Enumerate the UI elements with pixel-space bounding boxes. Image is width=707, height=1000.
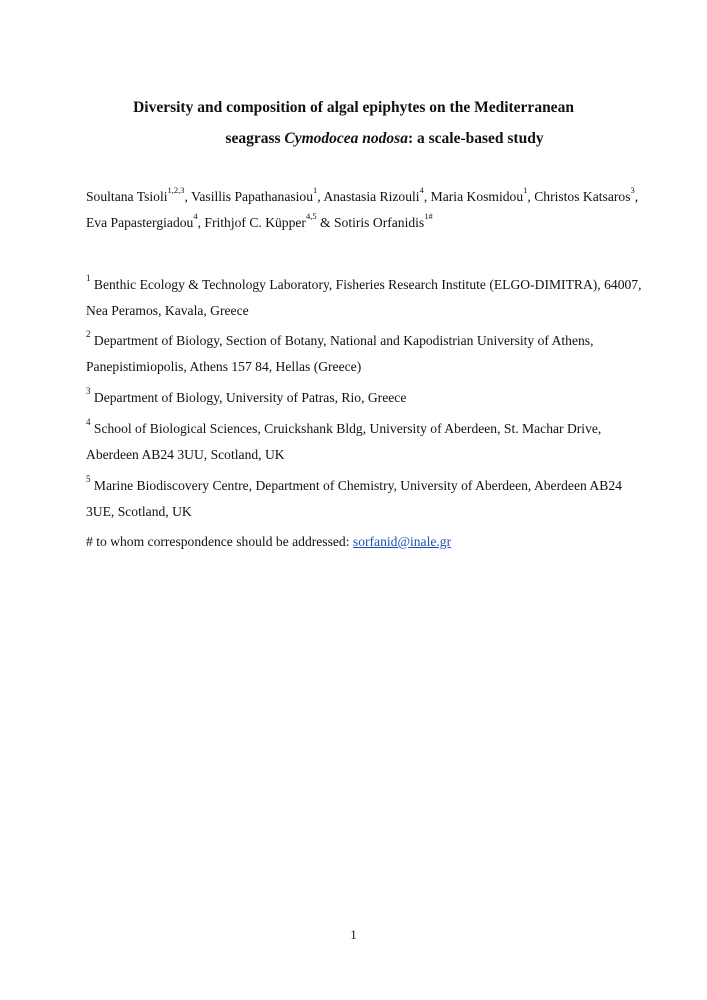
affiliation-3 bbox=[86, 385, 646, 411]
title-line-2 bbox=[60, 123, 647, 154]
affiliation-text: Department of Biology, University of Patras, Rio, Greece bbox=[90, 390, 407, 405]
title-line-2-prefix: seagrass bbox=[225, 130, 285, 147]
correspondence-text: # to whom correspondence should be addressed: bbox=[86, 534, 353, 549]
correspondence-email-link[interactable]: sorfanid@inale.gr bbox=[352, 534, 452, 549]
author: Soultana Tsioli$^{1,2,3}$, bbox=[86, 185, 192, 204]
affiliation-number: 1 bbox=[86, 273, 91, 284]
title-line-1: Diversity and composition of algal epiphytes on the Mediterranean bbox=[133, 99, 574, 116]
affiliation-1 bbox=[86, 272, 646, 324]
paper-title bbox=[60, 92, 647, 154]
affiliation-text: Benthic Ecology & Technology Laboratory, Fisheries Research Institute (ELGO-DIMITRA), 64007, Nea Peramos, Kavala, Greece bbox=[86, 277, 642, 318]
author: Anastasia Rizouli$^4$, bbox=[323, 185, 431, 204]
affiliation-text: Marine Biodiscovery Centre, Department of Chemistry, University of Aberdeen, Aberdeen AB24 3UE, Scotland, UK bbox=[86, 478, 622, 519]
affiliation-text: Department of Biology, Section of Botany, National and Kapodistrian University of Athens, Panepistimiopolis, Athens 157 84, Hellas (Greece) bbox=[86, 333, 594, 374]
author: Sotiris Orfanidis$^{1\#}$ bbox=[333, 211, 433, 230]
title-line-2-suffix: : a scale-based study bbox=[407, 130, 544, 147]
author: Frithjof C. Küpper$^{4,5}$ & bbox=[204, 211, 334, 230]
affiliation-4 bbox=[86, 416, 646, 468]
affiliation-text: School of Biological Sciences, Cruickshank Bldg, University of Aberdeen, St. Machar Drive, Aberdeen AB24 3UU, Scotland, UK bbox=[86, 421, 602, 462]
author: Maria Kosmidou$^1$, bbox=[430, 185, 535, 204]
title-species-name: Cymodocea nodosa bbox=[284, 130, 408, 147]
author: Christos Katsaros$^3$, bbox=[534, 185, 639, 204]
affiliation-number: 5 bbox=[86, 474, 91, 485]
correspondence-note bbox=[86, 529, 646, 555]
affiliation-5 bbox=[86, 473, 646, 525]
author-list bbox=[86, 184, 646, 236]
page-number: 1 bbox=[350, 928, 357, 942]
author: Vasillis Papathanasiou$^1$, bbox=[191, 185, 324, 204]
affiliation-number: 4 bbox=[86, 417, 91, 428]
affiliation-number: 2 bbox=[86, 329, 91, 340]
affiliation-number: 3 bbox=[86, 386, 91, 397]
affiliation-2 bbox=[86, 328, 646, 380]
author: Eva Papastergiadou$^4$, bbox=[86, 211, 205, 230]
